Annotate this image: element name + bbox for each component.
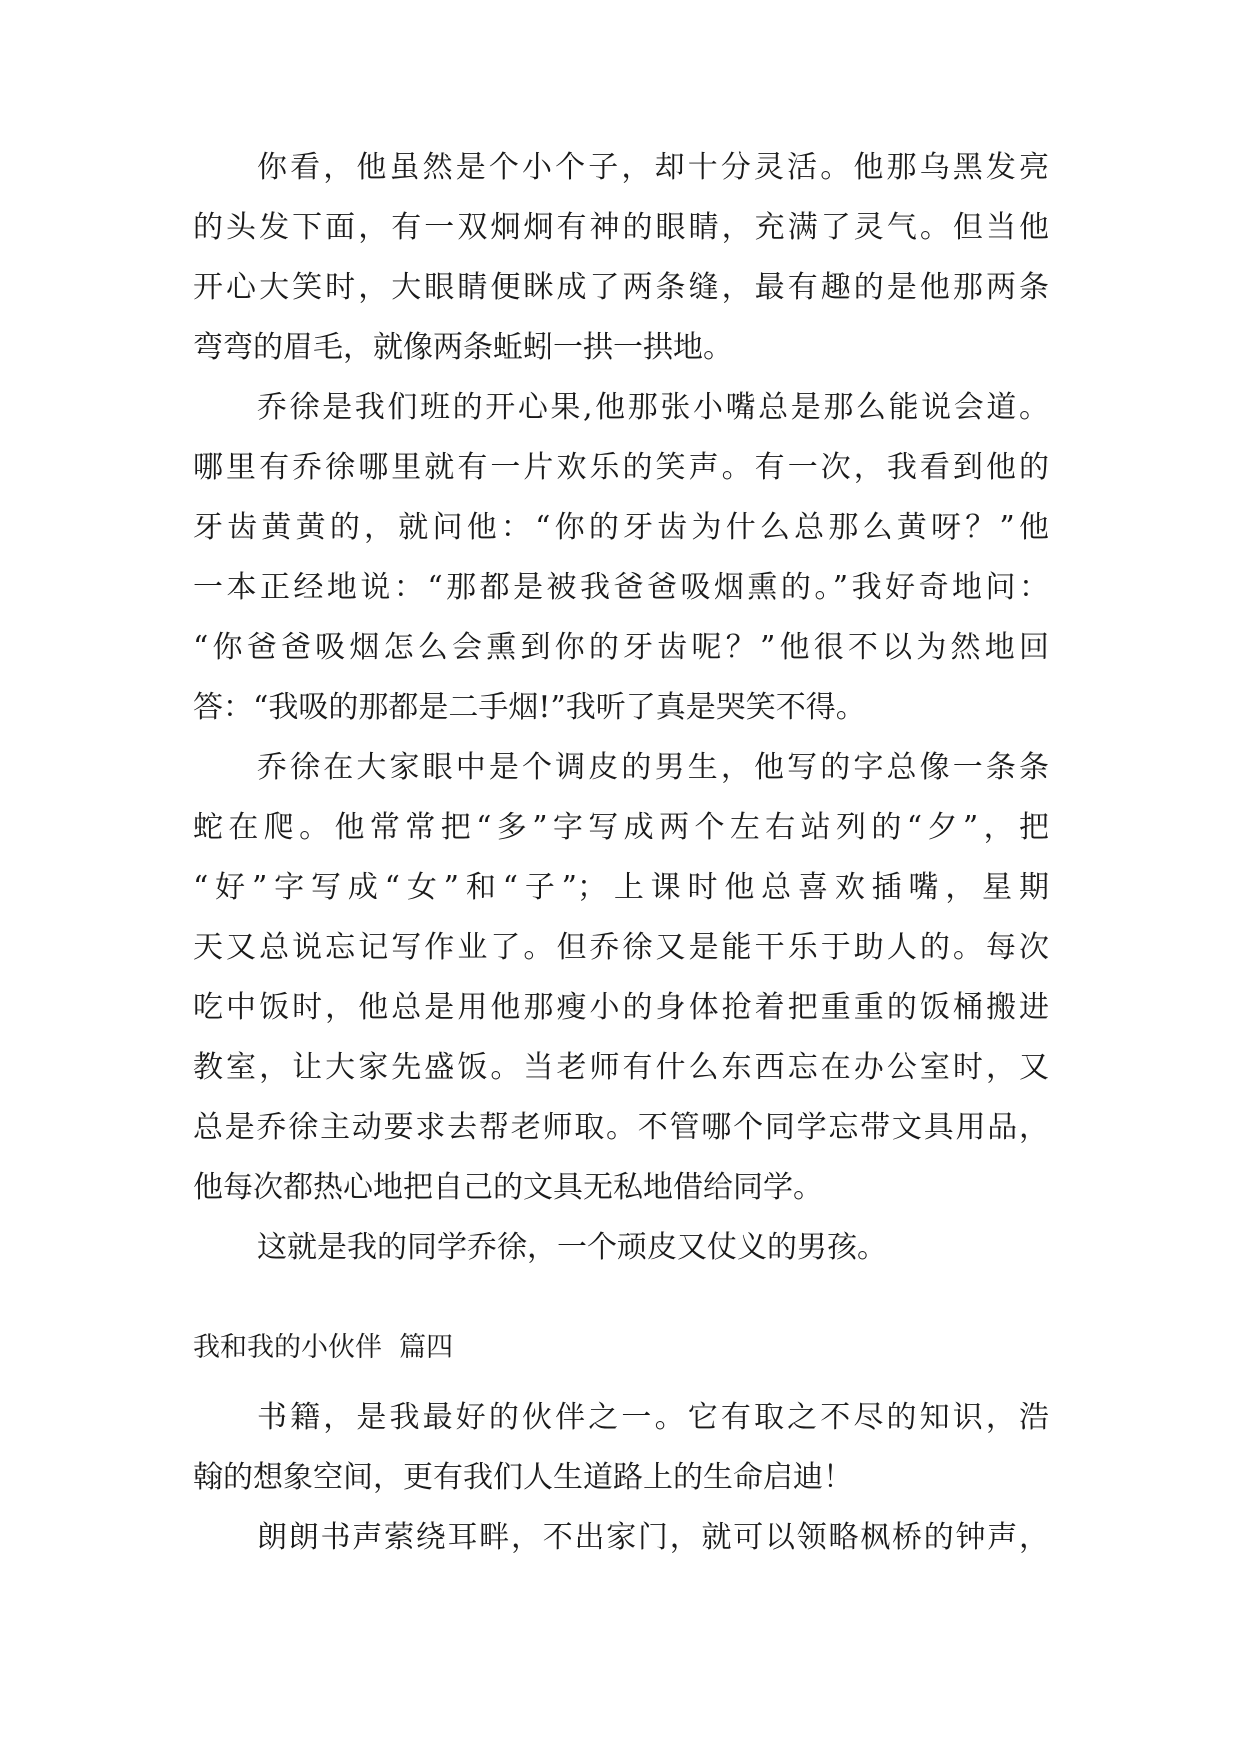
- paragraph-2-line-6: 答：“我吸的那都是二手烟!”我听了真是哭笑不得。: [193, 690, 866, 725]
- paragraph-3-line-4: 天又总说忘记写作业了。但乔徐又是能干乐于助人的。每次: [193, 930, 1049, 965]
- paragraph-1-line-2: 的头发下面，有一双炯炯有神的眼睛，充满了灵气。但当他: [193, 210, 1049, 245]
- paragraph-3-line-1: 乔徐在大家眼中是个调皮的男生，他写的字总像一条条: [257, 750, 1049, 785]
- paragraph-6-line-1: 朗朗书声萦绕耳畔，不出家门，就可以领略枫桥的钟声，: [257, 1520, 1049, 1555]
- paragraph-3-line-6: 教室，让大家先盛饭。当老师有什么东西忘在办公室时，又: [193, 1050, 1049, 1085]
- paragraph-4-line-1: 这就是我的同学乔徐，一个顽皮又仗义的男孩。: [257, 1230, 887, 1265]
- paragraph-1-line-4: 弯弯的眉毛，就像两条蚯蚓一拱一拱地。: [193, 330, 733, 365]
- paragraph-5-line-2: 翰的想象空间，更有我们人生道路上的生命启迪！: [193, 1460, 853, 1495]
- paragraph-2-line-5: “你爸爸吸烟怎么会熏到你的牙齿呢？”他很不以为然地回: [193, 630, 1049, 665]
- paragraph-3-line-3: “好”字写成“女”和“子”；上课时他总喜欢插嘴，星期: [193, 870, 1049, 905]
- paragraph-2-line-3: 牙齿黄黄的，就问他：“你的牙齿为什么总那么黄呀？”他: [193, 510, 1049, 545]
- section-heading: 我和我的小伙伴 篇四: [193, 1332, 454, 1363]
- paragraph-1-line-1: 你看，他虽然是个小个子，却十分灵活。他那乌黑发亮: [257, 150, 1049, 185]
- paragraph-3-line-8: 他每次都热心地把自己的文具无私地借给同学。: [193, 1170, 823, 1205]
- paragraph-2-line-1: 乔徐是我们班的开心果,他那张小嘴总是那么能说会道。: [257, 390, 1049, 425]
- paragraph-2-line-2: 哪里有乔徐哪里就有一片欢乐的笑声。有一次，我看到他的: [193, 450, 1049, 485]
- paragraph-3-line-5: 吃中饭时，他总是用他那瘦小的身体抢着把重重的饭桶搬进: [193, 990, 1049, 1025]
- paragraph-3-line-7: 总是乔徐主动要求去帮老师取。不管哪个同学忘带文具用品，: [193, 1110, 1049, 1145]
- paragraph-1-line-3: 开心大笑时，大眼睛便眯成了两条缝，最有趣的是他那两条: [193, 270, 1049, 305]
- paragraph-5-line-1: 书籍，是我最好的伙伴之一。它有取之不尽的知识，浩: [257, 1400, 1049, 1435]
- paragraph-3-line-2: 蛇在爬。他常常把“多”字写成两个左右站列的“夕”，把: [193, 810, 1049, 845]
- paragraph-2-line-4: 一本正经地说：“那都是被我爸爸吸烟熏的。”我好奇地问：: [193, 570, 1049, 605]
